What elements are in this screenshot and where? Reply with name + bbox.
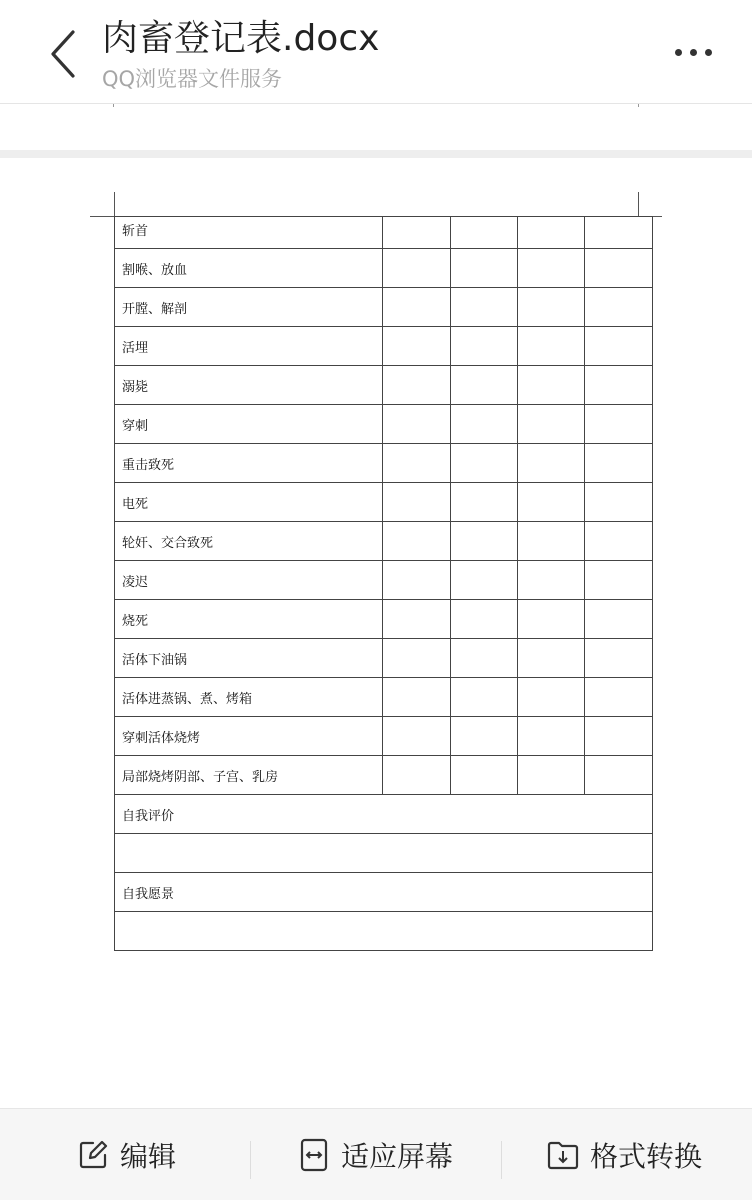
fit-screen-icon — [297, 1138, 331, 1172]
table-cell — [383, 639, 451, 678]
table-cell — [585, 366, 653, 405]
page-margin-mark — [638, 104, 639, 107]
document-source: QQ浏览器文件服务 — [102, 67, 283, 91]
table-row — [115, 249, 653, 288]
registration-table — [114, 216, 653, 951]
table-cell — [518, 639, 585, 678]
table-cell — [451, 756, 518, 795]
table-cell — [451, 717, 518, 756]
table-row — [115, 366, 653, 405]
table-cell — [383, 444, 451, 483]
table-cell — [518, 444, 585, 483]
table-row — [115, 561, 653, 600]
table-cell — [383, 756, 451, 795]
table-cell — [585, 249, 653, 288]
table-cell — [585, 522, 653, 561]
table-cell — [383, 405, 451, 444]
row-label: 电死 — [115, 483, 383, 522]
table-cell — [518, 217, 585, 249]
self-vision-value-row — [115, 912, 653, 951]
table-cell — [585, 327, 653, 366]
fit-screen-label: 适应屏幕 — [341, 1140, 454, 1173]
self-vision-label-row — [115, 873, 653, 912]
row-label: 活体进蒸锅、煮、烤箱 — [115, 678, 383, 717]
table-cell — [383, 217, 451, 249]
table-cell — [518, 366, 585, 405]
table-cell — [383, 288, 451, 327]
table-cell — [383, 600, 451, 639]
table-cell — [451, 366, 518, 405]
table-cell — [383, 483, 451, 522]
self-evaluation-value — [115, 834, 653, 873]
row-label: 穿刺 — [115, 405, 383, 444]
table-cell — [585, 444, 653, 483]
table-row — [115, 217, 653, 249]
top-bar — [0, 0, 752, 104]
table-cell — [518, 249, 585, 288]
table-cell — [518, 483, 585, 522]
edit-button[interactable] — [76, 1109, 176, 1200]
row-label: 活埋 — [115, 327, 383, 366]
row-label: 局部烧烤阴部、子宫、乳房 — [115, 756, 383, 795]
more-button[interactable] — [662, 34, 724, 70]
table-cell — [585, 639, 653, 678]
page-separator — [0, 150, 752, 158]
convert-format-button[interactable] — [546, 1109, 702, 1200]
table-row — [115, 756, 653, 795]
table-cell — [451, 483, 518, 522]
table-cell — [585, 483, 653, 522]
convert-format-label: 格式转换 — [590, 1140, 703, 1173]
page-margin-mark — [113, 104, 114, 107]
page-margin-mark — [114, 192, 115, 216]
table-cell — [383, 327, 451, 366]
table-cell — [585, 600, 653, 639]
folder-download-icon — [546, 1138, 580, 1172]
table-cell — [518, 522, 585, 561]
row-label: 凌迟 — [115, 561, 383, 600]
table-cell — [518, 600, 585, 639]
table-cell — [451, 249, 518, 288]
chevron-left-icon — [47, 29, 77, 79]
fit-screen-button[interactable] — [297, 1109, 453, 1200]
self-vision-value — [115, 912, 653, 951]
row-label: 重击致死 — [115, 444, 383, 483]
row-label: 开膛、解剖 — [115, 288, 383, 327]
row-label: 割喉、放血 — [115, 249, 383, 288]
table-cell — [451, 405, 518, 444]
table-cell — [585, 288, 653, 327]
table-cell — [585, 756, 653, 795]
table-cell — [518, 717, 585, 756]
more-dot — [690, 49, 697, 56]
table-cell — [383, 678, 451, 717]
table-cell — [518, 405, 585, 444]
table-cell — [585, 217, 653, 249]
table-row — [115, 639, 653, 678]
table-cell — [383, 717, 451, 756]
document-title: 肉畜登记表.docx — [102, 18, 380, 59]
toolbar-divider — [250, 1141, 251, 1179]
row-label: 轮奸、交合致死 — [115, 522, 383, 561]
self-vision-label: 自我愿景 — [115, 873, 653, 912]
table-cell — [518, 288, 585, 327]
table-cell — [383, 366, 451, 405]
table-cell — [518, 678, 585, 717]
table-row — [115, 327, 653, 366]
table-cell — [451, 561, 518, 600]
edit-icon — [76, 1138, 110, 1172]
table-cell — [518, 327, 585, 366]
table-cell — [518, 756, 585, 795]
table-cell — [383, 522, 451, 561]
row-label: 活体下油锅 — [115, 639, 383, 678]
table-row — [115, 678, 653, 717]
table-cell — [585, 561, 653, 600]
table-cell — [451, 217, 518, 249]
table-row — [115, 483, 653, 522]
table-row — [115, 717, 653, 756]
table-cell — [585, 405, 653, 444]
page-margin-mark — [638, 192, 639, 216]
document-viewport[interactable] — [0, 104, 752, 1108]
table-cell — [451, 678, 518, 717]
more-dot — [705, 49, 712, 56]
table-row — [115, 444, 653, 483]
table-cell — [451, 600, 518, 639]
toolbar-divider — [501, 1141, 502, 1179]
table-cell — [451, 327, 518, 366]
self-evaluation-label: 自我评价 — [115, 795, 653, 834]
row-label: 烧死 — [115, 600, 383, 639]
table-row — [115, 600, 653, 639]
page-margin-mark — [90, 216, 114, 217]
table-cell — [518, 561, 585, 600]
table-cell — [451, 288, 518, 327]
row-label: 溺毙 — [115, 366, 383, 405]
edit-label: 编辑 — [120, 1140, 177, 1173]
table-cell — [585, 678, 653, 717]
more-dots-icon — [675, 49, 682, 56]
table-row — [115, 288, 653, 327]
self-evaluation-value-row — [115, 834, 653, 873]
table-cell — [383, 249, 451, 288]
row-label: 穿刺活体烧烤 — [115, 717, 383, 756]
table-cell — [451, 639, 518, 678]
table-row — [115, 522, 653, 561]
back-button[interactable] — [40, 24, 84, 84]
table-cell — [451, 522, 518, 561]
table-cell — [383, 561, 451, 600]
bottom-toolbar — [0, 1108, 752, 1200]
table-row — [115, 405, 653, 444]
row-label: 斩首 — [115, 217, 383, 249]
table-cell — [585, 717, 653, 756]
table-cell — [451, 444, 518, 483]
self-evaluation-label-row — [115, 795, 653, 834]
